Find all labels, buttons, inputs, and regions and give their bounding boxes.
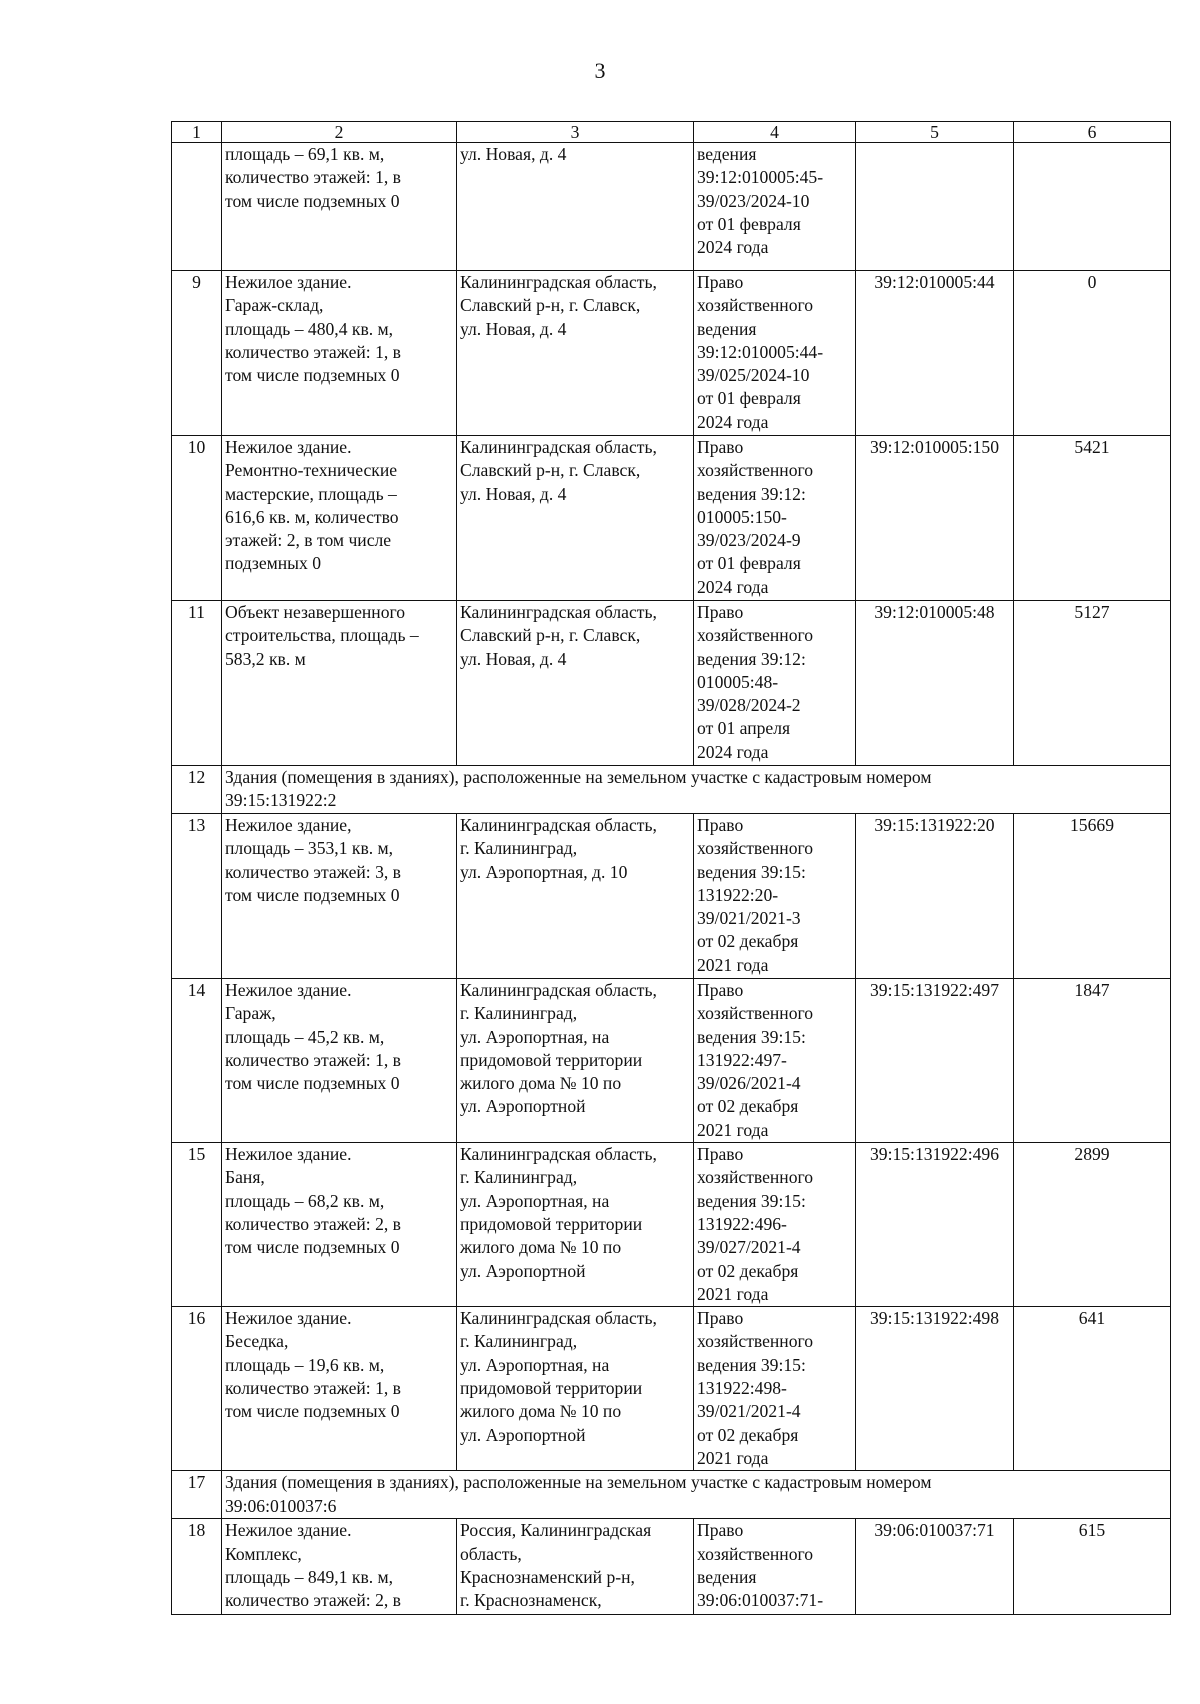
section-row [172,766,1171,814]
header-cell-4: 4 [694,122,856,143]
table-row [172,814,1171,979]
object-address: Калининградская область, Славский р-н, г. Славск, ул. Новая, д. 4 [457,271,694,436]
registered-right: Право хозяйственного ведения 39:15: 131922:497- 39/026/2021-4 от 02 декабря 2021 года [694,979,856,1143]
cadastral-value: 1847 [1014,979,1171,1143]
object-description: Нежилое здание. Баня, площадь – 68,2 кв. м, количество этажей: 2, в том числе подземных 0 [222,1143,457,1307]
header-cell-2: 2 [222,122,457,143]
object-description: Нежилое здание. Ремонтно-технические мастерские, площадь – 616,6 кв. м, количество этажей: 2, в том числе подземных 0 [222,436,457,601]
cadastral-value: 641 [1014,1307,1171,1471]
table-row [172,1307,1171,1471]
cadastral-number: 39:06:010037:71 [856,1519,1014,1615]
object-address: Россия, Калининградская область, Краснознаменский р-н, г. Краснознаменск, [457,1519,694,1615]
cadastral-value: 0 [1014,271,1171,436]
section-row [172,1471,1171,1519]
page-number: 3 [594,58,606,83]
registered-right: Право хозяйственного ведения 39:12: 010005:48- 39/028/2024-2 от 01 апреля 2024 года [694,601,856,766]
row-number: 13 [172,814,222,979]
section-heading: Здания (помещения в зданиях), расположенные на земельном участке с кадастровым номером 39:06:010037:6 [222,1471,1171,1519]
row-number: 11 [172,601,222,766]
row-number: 12 [172,766,222,814]
header-cell-5: 5 [856,122,1014,143]
cadastral-number [856,143,1014,271]
header-row [172,122,1171,143]
cadastral-value: 5421 [1014,436,1171,601]
cadastral-number: 39:12:010005:44 [856,271,1014,436]
table-row [172,601,1171,766]
cadastral-number: 39:15:131922:497 [856,979,1014,1143]
registered-right: Право хозяйственного ведения 39:12:010005:44- 39/025/2024-10 от 01 февраля 2024 года [694,271,856,436]
cadastral-number: 39:15:131922:498 [856,1307,1014,1471]
row-number: 17 [172,1471,222,1519]
object-description: Нежилое здание. Беседка, площадь – 19,6 кв. м, количество этажей: 1, в том числе подземных 0 [222,1307,457,1471]
object-address: Калининградская область, Славский р-н, г. Славск, ул. Новая, д. 4 [457,601,694,766]
object-address: Калининградская область, г. Калининград, ул. Аэропортная, на придомовой территории жилого дома № 10 по ул. Аэропортной [457,1143,694,1307]
cadastral-number: 39:12:010005:48 [856,601,1014,766]
cadastral-number: 39:12:010005:150 [856,436,1014,601]
cadastral-value: 2899 [1014,1143,1171,1307]
table-row [172,1519,1171,1615]
row-number: 16 [172,1307,222,1471]
cadastral-value [1014,143,1171,271]
registered-right: Право хозяйственного ведения 39:15: 131922:20- 39/021/2021-3 от 02 декабря 2021 года [694,814,856,979]
registered-right: ведения 39:12:010005:45- 39/023/2024-10 от 01 февраля 2024 года [694,143,856,271]
table-row [172,979,1171,1143]
object-address: Калининградская область, г. Калининград, ул. Аэропортная, д. 10 [457,814,694,979]
row-number: 18 [172,1519,222,1615]
registered-right: Право хозяйственного ведения 39:15: 131922:496- 39/027/2021-4 от 02 декабря 2021 года [694,1143,856,1307]
header-cell-6: 6 [1014,122,1171,143]
registered-right: Право хозяйственного ведения 39:15: 131922:498- 39/021/2021-4 от 02 декабря 2021 года [694,1307,856,1471]
object-description: Нежилое здание. Гараж, площадь – 45,2 кв. м, количество этажей: 1, в том числе подземных 0 [222,979,457,1143]
table-row [172,436,1171,601]
registered-right: Право хозяйственного ведения 39:06:010037:71- [694,1519,856,1615]
object-description: Нежилое здание. Гараж-склад, площадь – 480,4 кв. м, количество этажей: 1, в том числе подземных 0 [222,271,457,436]
object-description: площадь – 69,1 кв. м, количество этажей: 1, в том числе подземных 0 [222,143,457,271]
row-number: 15 [172,1143,222,1307]
cadastral-value: 5127 [1014,601,1171,766]
section-heading: Здания (помещения в зданиях), расположенные на земельном участке с кадастровым номером 39:15:131922:2 [222,766,1171,814]
object-address: Калининградская область, г. Калининград, ул. Аэропортная, на придомовой территории жилого дома № 10 по ул. Аэропортной [457,1307,694,1471]
object-address: Калининградская область, г. Калининград, ул. Аэропортная, на придомовой территории жилого дома № 10 по ул. Аэропортной [457,979,694,1143]
row-number [172,143,222,271]
cadastral-number: 39:15:131922:496 [856,1143,1014,1307]
object-description: Объект незавершенного строительства, площадь – 583,2 кв. м [222,601,457,766]
object-address: ул. Новая, д. 4 [457,143,694,271]
row-number: 14 [172,979,222,1143]
header-cell-3: 3 [457,122,694,143]
table-row [172,271,1171,436]
registered-right: Право хозяйственного ведения 39:12: 010005:150- 39/023/2024-9 от 01 февраля 2024 года [694,436,856,601]
property-register-table [171,121,1171,1615]
row-number: 10 [172,436,222,601]
row-number: 9 [172,271,222,436]
cadastral-value: 15669 [1014,814,1171,979]
object-description: Нежилое здание, площадь – 353,1 кв. м, количество этажей: 3, в том числе подземных 0 [222,814,457,979]
table-row [172,1143,1171,1307]
table-row [172,143,1171,271]
object-address: Калининградская область, Славский р-н, г. Славск, ул. Новая, д. 4 [457,436,694,601]
cadastral-value: 615 [1014,1519,1171,1615]
cadastral-number: 39:15:131922:20 [856,814,1014,979]
object-description: Нежилое здание. Комплекс, площадь – 849,1 кв. м, количество этажей: 2, в [222,1519,457,1615]
header-cell-1: 1 [172,122,222,143]
